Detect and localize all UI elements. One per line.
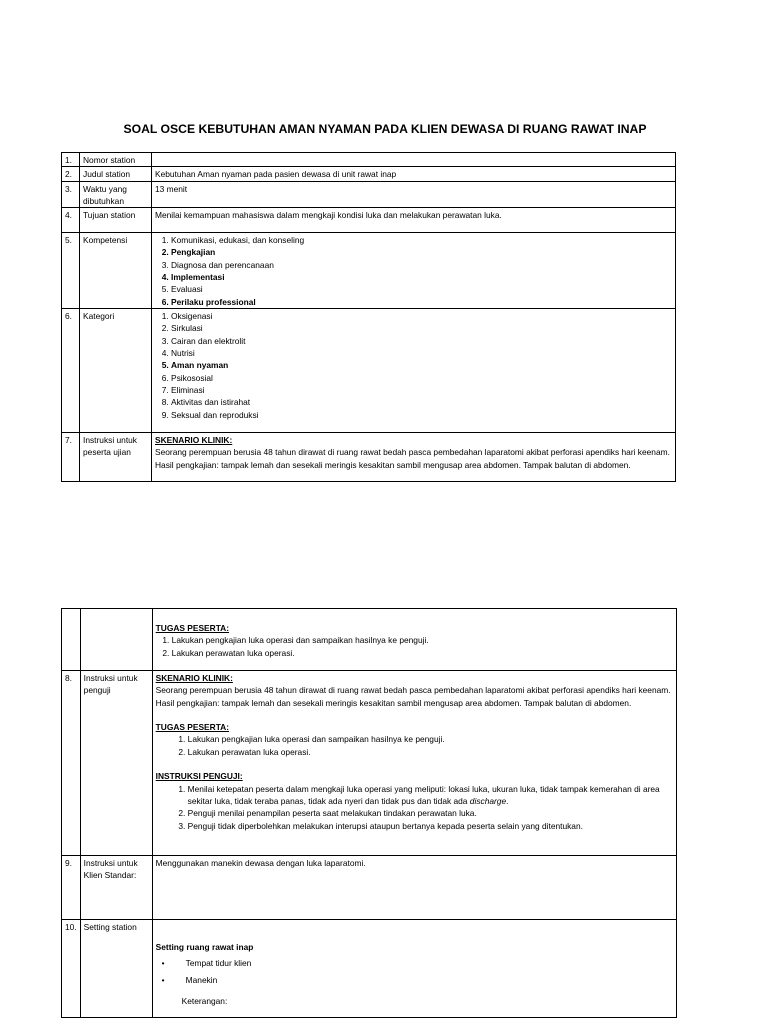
table-row	[62, 433, 676, 482]
list-item: 1. Menilai ketepatan peserta dalam mengkaji luka operasi yang meliputi: lokasi luka, ukuran luka, tidak tampak kemerahan di area sekitar luka, tidak teraba panas, tidak ada nyeri dan tidak pus dan tidak ada discharge.	[188, 783, 673, 808]
scenario-text: Seorang perempuan berusia 48 tahun dirawat di ruang rawat bedah pasca pembedahan laparatomi akibat perforasi apendiks hari keenam. Hasil pengkajian: tampak lemah dan sesekali meringis kesakitan sambil mengusap area abdomen. Tampak balutan di abdomen.	[155, 447, 670, 470]
row-number: 1.	[62, 153, 80, 167]
row-number: 3.	[62, 181, 80, 208]
table-row	[62, 920, 677, 1018]
list-item: 4. Nutrisi	[171, 347, 672, 359]
osce-table-1	[61, 152, 676, 482]
row-number: 8.	[62, 671, 81, 856]
list-item: 3. Penguji tidak diperbolehkan melakukan interupsi ataupun bertanya kepada peserta selain yang ditentukan.	[188, 820, 673, 832]
kategori-list	[155, 310, 672, 421]
row-value	[152, 609, 676, 671]
row-value	[152, 671, 676, 856]
row-number: 2.	[62, 167, 80, 181]
section-heading: SKENARIO KLINIK:	[155, 673, 233, 683]
list-item: 6. Psikososial	[171, 372, 672, 384]
setting-list	[156, 955, 673, 989]
row-value	[152, 233, 676, 309]
table-row	[62, 609, 677, 671]
scenario-text: Seorang perempuan berusia 48 tahun dirawat di ruang rawat bedah pasca pembedahan laparatomi akibat perforasi apendiks hari keenam. Hasil pengkajian: tampak lemah dan sesekali meringis kesakitan sambil mengusap area abdomen. Tampak balutan di abdomen.	[155, 685, 671, 708]
section-heading: TUGAS PESERTA:	[155, 722, 230, 733]
osce-table-2	[61, 608, 677, 1018]
row-label: Setting station	[80, 920, 152, 1018]
list-item: 1. Lakukan pengkajian luka operasi dan sampaikan hasilnya ke penguji.	[172, 634, 673, 646]
table-row	[62, 671, 677, 856]
row-label: Kategori	[80, 309, 152, 433]
row-value	[152, 433, 676, 482]
list-item: 9. Seksual dan reproduksi	[171, 409, 672, 421]
list-item: 3. Cairan dan elektrolit	[171, 335, 672, 347]
section-heading: INSTRUKSI PENGUJI:	[155, 771, 243, 782]
row-label: Nomor station	[80, 153, 152, 167]
row-value: 13 menit	[152, 181, 676, 208]
list-item: 4. Implementasi	[171, 271, 672, 283]
keterangan-label: Keterangan:	[181, 996, 228, 1007]
list-item: 2. Lakukan perawatan luka operasi.	[188, 746, 673, 758]
list-item: 8. Aktivitas dan istirahat	[171, 396, 672, 408]
table-row	[62, 153, 676, 167]
list-item: 3. Diagnosa dan perencanaan	[171, 259, 672, 271]
table-row	[62, 167, 676, 181]
tugas-list	[156, 733, 673, 758]
list-item: 1. Oksigenasi	[171, 310, 672, 322]
list-item: 1. Komunikasi, edukasi, dan konseling	[171, 234, 672, 246]
list-item: 2. Sirkulasi	[171, 322, 672, 334]
table-row	[62, 181, 676, 208]
row-number: 6.	[62, 309, 80, 433]
row-value	[152, 920, 676, 1018]
row-label: Tujuan station	[80, 208, 152, 233]
row-label: Judul station	[80, 167, 152, 181]
row-number: 10.	[62, 920, 81, 1018]
list-item: 5. Evaluasi	[171, 283, 672, 295]
row-value: Menilai kemampuan mahasiswa dalam mengkaji kondisi luka dan melakukan perawatan luka.	[152, 208, 676, 233]
tugas-list	[156, 634, 673, 659]
list-item: 1. Lakukan pengkajian luka operasi dan sampaikan hasilnya ke penguji.	[188, 733, 673, 745]
row-number: 7.	[62, 433, 80, 482]
row-label: Instruksi untuk penguji	[80, 671, 152, 856]
row-number: 5.	[62, 233, 80, 309]
instruksi-list	[156, 783, 673, 832]
table-row	[62, 233, 676, 309]
row-label: Kompetensi	[80, 233, 152, 309]
list-item: 7. Eliminasi	[171, 384, 672, 396]
list-item: 2. Penguji menilai penampilan peserta saat melakukan tindakan perawatan luka.	[188, 807, 673, 819]
page-title: SOAL OSCE KEBUTUHAN AMAN NYAMAN PADA KLIEN DEWASA DI RUANG RAWAT INAP	[123, 122, 647, 136]
table-row	[62, 309, 676, 433]
section-heading: TUGAS PESERTA:	[155, 623, 230, 633]
row-value	[152, 309, 676, 433]
list-item: • Tempat tidur klien	[156, 955, 673, 972]
kompetensi-list	[155, 234, 672, 308]
row-number: 9.	[62, 856, 81, 920]
row-value: Kebutuhan Aman nyaman pada pasien dewasa di unit rawat inap	[152, 167, 676, 181]
list-item: 6. Perilaku professional	[171, 296, 672, 308]
list-item: 2. Lakukan perawatan luka operasi.	[172, 647, 673, 659]
list-item: 5. Aman nyaman	[171, 359, 672, 371]
section-heading: SKENARIO KLINIK:	[155, 435, 233, 446]
row-number: 4.	[62, 208, 80, 233]
row-label: Instruksi untuk peserta ujian	[80, 433, 152, 482]
row-value	[152, 153, 676, 167]
row-label: Instruksi untuk Klien Standar:	[80, 856, 152, 920]
table-row	[62, 208, 676, 233]
table-row	[62, 856, 677, 920]
list-item: 2. Pengkajian	[171, 246, 672, 258]
row-value: Menggunakan manekin dewasa dengan luka laparatomi.	[152, 856, 676, 920]
section-heading: Setting ruang rawat inap	[155, 942, 254, 952]
list-item: • Manekin	[156, 972, 673, 989]
row-label: Waktu yang dibutuhkan	[80, 181, 152, 208]
